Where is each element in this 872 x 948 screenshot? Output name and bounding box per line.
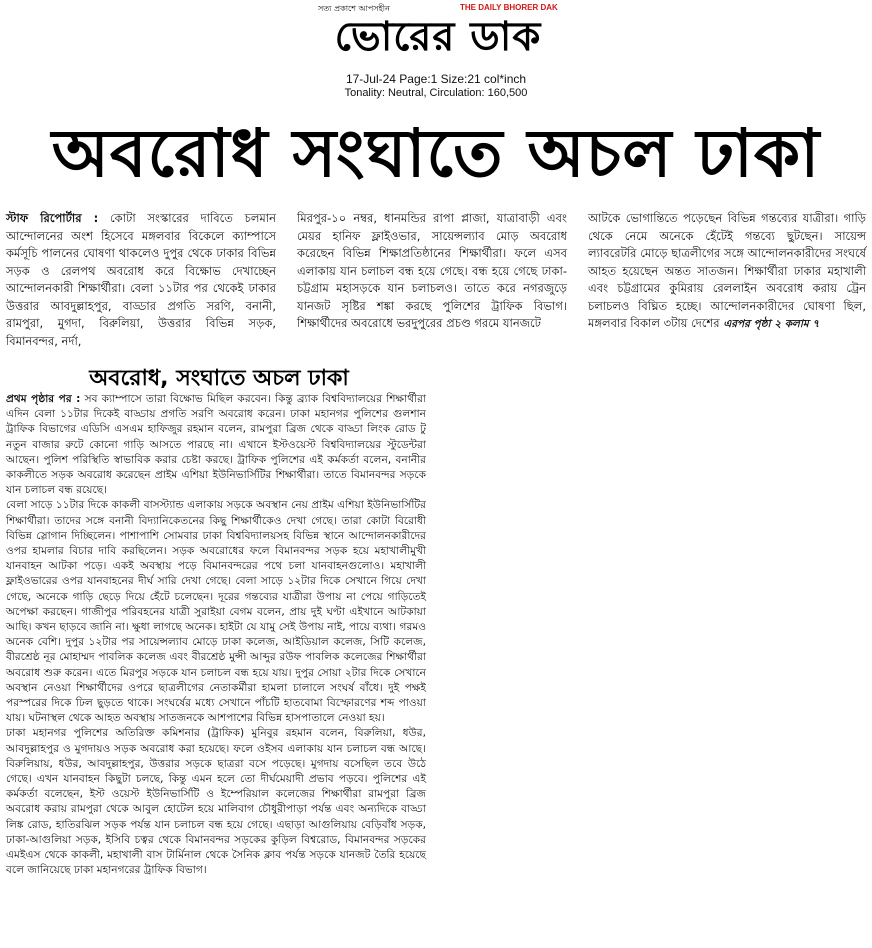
column-2-text: মিরপুর-১০ নম্বর, ধানমন্ডির রাপা প্লাজা, যাত্রাবাড়ী এবং মেয়র হানিফ ফ্লাইওভার, সায়েন্সল্যাব মোড় অবরোধ করেছেন বিভিন্ন শিক্ষাপ্রতিষ্ঠানের শিক্ষার্থীরা। ফলে এসব এলাকায় যান চলাচল বন্ধ হয়ে গেছে। বন্ধ হয়ে গেছে ঢাকা-চট্টগ্রাম মহাসড়কে যান চলাচলও। তাতে করে নগরজুড়ে যানজট সৃষ্টির শঙ্কা করছে পুলিশের ট্রাফিক বিভাগ। শিক্ষার্থীদের অবরোধে ভরদুপুরের প্রচণ্ড গরমে যানজটে [297, 211, 567, 330]
column-1-text: কোটা সংস্কারের দাবিতে চলমান আন্দোলনের অংশ হিসেবে মঙ্গলবার বিকেলে ক্যাম্পাসে কর্মসূচি পালনের ঘোষণা থাকলেও দুপুর থেকে ঢাকার বিভিন্ন সড়ক ও রেলপথ অবরোধ করে বিক্ষোভ দেখাচ্ছেন আন্দোলনকারী শিক্ষার্থীরা। বেলা ১১টার পর থেকেই ঢাকার উত্তরার আবদুল্লাহপুর, বাড্ডার প্রগতি সরণি, বনানী, রামপুরা, মুগদা, বিরুলিয়া, উত্তরার বিভিন্ন সড়ক, বিমানবন্দর, নর্দা, [6, 211, 277, 348]
column-3-text: আটকে ভোগান্তিতে পড়েছেন বিভিন্ন গন্তব্যের যাত্রীরা। গাড়ি থেকে নেমে অনেকে হেঁটেই গন্তব্যে ছুটছেন। সায়েন্স ল্যাবরেটরি মোড়ে ছাত্রলীগের সঙ্গে আন্দোলনকারীদের সংঘর্ষে আহত হয়েছেন অন্তত সাতজন। শিক্ষার্থীরা ঢাকার মহাখালী এবং চট্টগ্রামের কুমিরায় রেললাইন অবরোধ করায় ট্রেন চলাচলও বিঘ্নিত হচ্ছে। আন্দোলনকারীদের ঘোষণা ছিল, মঙ্গলবার বিকাল ৩টায় দেশের [588, 211, 866, 330]
article-column-2 [297, 210, 567, 333]
masthead [0, 0, 872, 105]
clipping-tonality-circulation: Tonality: Neutral, Circulation: 160,500 [344, 87, 528, 99]
jump-lead: প্রথম পৃষ্ঠার পর : [6, 393, 81, 405]
newspaper-logo: ভোরের ডাক [334, 14, 542, 60]
jump-paragraph-2: বেলা সাড়ে ১১টার দিকে কাকলী বাসস্ট্যান্ড এলাকায় সড়কে অবস্থান নেয় প্রাইম এশিয়া ইউনিভার্সিটির শিক্ষার্থীরা। তাদের সঙ্গে বনানী বিদ্যানিকেতনের কিছু শিক্ষার্থীকেও দেখা গেছে। তারা কোটা বিরোধী বিভিন্ন স্লোগান দিচ্ছিলেন। পাশাপাশি সোমবার ঢাকা বিশ্ববিদ্যালয়সহ বিভিন্ন স্থানে আন্দোলনকারীদের ওপর হামলার বিচার দাবি করছিলেন। সড়ক অবরোধের ফলে বিমানবন্দর সড়ক হয়ে মহাখালীমুখী যানবাহন আটকা পড়ে। একই অবস্থায় পড়ে বিমানবন্দরের পথে চলা যানবাহনগুলোও। মহাখালী ফ্লাইওভারের ওপর যানবাহনের দীর্ঘ সারি দেখা গেছে। বেলা সাড়ে ১২টার দিকে সেখানে গিয়ে দেখা গেছে, অনেকে গাড়ি ছেড়ে দিয়ে হেঁটে চলেছেন। দূরের গন্তব্যের যাত্রীরা উপায় না পেয়ে গাড়িতেই অপেক্ষা করছেন। গাজীপুর পরিবহনের যাত্রী সুরাইয়া বেগম বলেন, প্রায় দুই ঘণ্টা এইখানে আটকায়া আছি। কখন ছাড়বে জানি না। ক্ষুধা লাগছে অনেক। হাইটা যে যামু সেই উপায় নাই, পায়ে ব্যথা। গরমও অনেক বেশি। দুপুর ১২টার পর সায়েন্সল্যাব মোড়ে ঢাকা কলেজ, আইডিয়াল কলেজ, সিটি কলেজ, বীরশ্রেষ্ঠ নূর মোহাম্মদ পাবলিক কলেজ এবং বীরশ্রেষ্ঠ মুন্সী আব্দুর রউফ পাবলিক কলেজের শিক্ষার্থীরা অবরোধ শুরু করেন। এতে মিরপুর সড়কে যান চলাচল বন্ধ হয়ে যায়। দুপুর সোয়া ২টার দিকে সেখানে অবস্থান নেওয়া শিক্ষার্থীদের ওপরে ছাত্রলীগের নেতাকর্মীরা হামলা চালালে সংঘর্ষ বাঁধে। দুই পক্ষই পরস্পরের দিকে ঢিল ছুড়তে থাকে। সংঘর্ষের মধ্যে সেখানে পাঁচটি হাতবোমা বিস্ফোরণের শব্দ পাওয়া যায়। ঘটনাস্থল থেকে আহত অবস্থায় সাতজনকে আশপাশের বিভিন্ন হাসপাতালে নেওয়া হয়। [6, 499, 426, 725]
masthead-tagline: সত্য প্রকাশে আপসহীন [318, 4, 390, 13]
jump-headline: অবরোধ, সংঘাতে অচল ঢাকা [89, 366, 349, 391]
byline: স্টাফ রিপোর্টার : [6, 211, 99, 225]
masthead-english-name: THE DAILY BHORER DAK [460, 3, 558, 12]
jump-article-body [6, 392, 426, 879]
clipping-date-page-size: 17-Jul-24 Page:1 Size:21 col*inch [345, 72, 527, 86]
article-column-3 [588, 210, 866, 334]
continued-note: এরপর পৃষ্ঠা ২ কলাম ৭ [723, 318, 820, 330]
jump-paragraph-1-text: সব ক্যাম্পাসে তারা বিক্ষোভ মিছিল করবেন। কিন্তু ব্র্যাক বিশ্ববিদ্যালয়ের শিক্ষার্থীরা এদিন বেলা ১১টার দিকেই বাড্ডায় প্রগতি সরণি অবরোধ করেন। ঢাকা মহানগর পুলিশের গুলশান ট্রাফিক বিভাগের এডিসি এসএম হাফিজুর রহমান বলেন, রামপুরা ব্রিজ থেকে বাড্ডা লিংক রোড টু নতুন বাজার রুটে কোনো গাড়ি আসতে পারছে না। এখানে ইস্টওয়েস্ট বিশ্ববিদ্যালয়ের স্টুডেন্টরা আছেন। পুলিশ পরিস্থিতি স্বাভাবিক করার চেষ্টা করছে। ট্রাফিক পুলিশের এই কর্মকর্তা বলেন, বনানীর কাকলীতে সড়ক অবরোধ করেছেন প্রাইম এশিয়া ইউনিভার্সিটির শিক্ষার্থীরা। তাতে বিমানবন্দর সড়কে যান চলাচল বন্ধ রয়েছে। [6, 393, 427, 497]
jump-paragraph-1 [6, 392, 426, 498]
article-column-1 [6, 210, 276, 350]
article-headline: অবরোধ সংঘাতে অচল ঢাকা [51, 115, 821, 192]
jump-paragraph-3: ঢাকা মহানগর পুলিশের অতিরিক্ত কমিশনার (ট্রাফিক) মুনিবুর রহমান বলেন, বিরুলিয়া, ধউর, আবদুল্লাহপুর ও মুগদায়ও সড়ক অবরোধ করা হয়েছে। ফলে ওইসব এলাকায় যান চলাচল বন্ধ আছে। বিরুলিয়ায়, ধউর, আবদুল্লাহপুর, উত্তরার সড়কে ছাত্ররা বসে পড়েছে। মুগদায় বসেছিল তবে উঠে গেছে। এখন যানবাহন কিছুটা চলছে, কিন্তু এমন হলে তো দীর্ঘমেয়াদী প্রভাব পড়বে। পুলিশের এই কর্মকর্তা বলেছেন, ইস্ট ওয়েস্ট ইউনিভার্সিটি ও ইম্পেরিয়াল কলেজের শিক্ষার্থীরা রামপুরা ব্রিজ অবরোধ করায় রামপুরা থেকে আবুল হোটেল হয়ে মালিবাগ চৌধুরীপাড়া পর্যন্ত এবং অন্যদিকে বাড্ডা লিঙ্ক রোড, হাতিরঝিল সড়ক পর্যন্ত যান চলাচল বন্ধ হয়ে গেছে। এছাড়া আগুলিয়ায় বেড়িবাঁধ সড়ক, ঢাকা-আগুলিয়া সড়ক, ইসিবি চত্বর থেকে বিমানবন্দর সড়কের কুড়িল বিশ্বরোড, বিমানবন্দর সড়কের এমইএস থেকে কাকলী, মহাখালী বাস টার্মিনাল থেকে সৈনিক ক্লাব পর্যন্ত সড়কে যানজট তৈরি হয়েছে বলে জানিয়েছে ঢাকা মহানগরের ট্রাফিক বিভাগ। [6, 727, 426, 877]
